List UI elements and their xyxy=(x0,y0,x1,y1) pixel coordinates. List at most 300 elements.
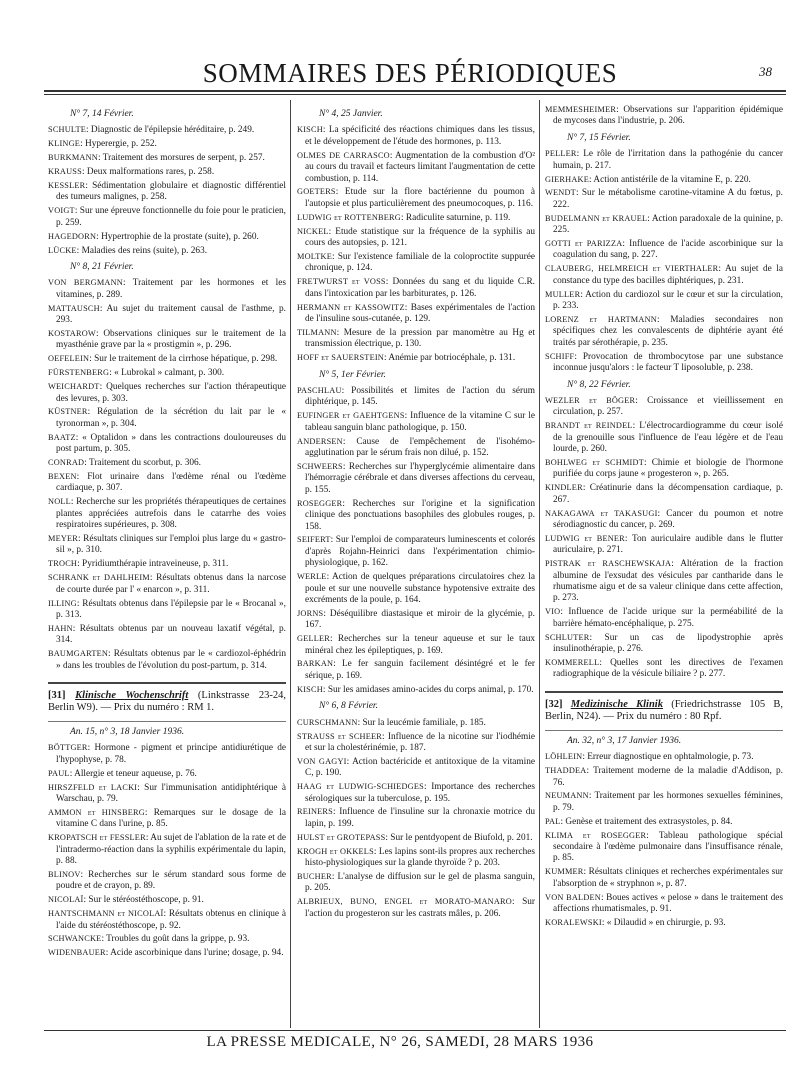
journal-title: Klinische Wochenschrift xyxy=(75,689,189,701)
article-entry xyxy=(48,869,286,893)
article-author: KOSTAROW xyxy=(48,329,96,338)
article-text: : La spécificité des réactions chimiques dans les tissus, et le développement de l'étude des hormones, p. 113. xyxy=(305,125,535,147)
article-text: : Flot urinaire dans l'œdème rénal ou l'œdème cardiaque, p. 307. xyxy=(56,471,286,494)
article-author: GIERHAKE xyxy=(545,174,589,184)
issue-heading: N° 8, 21 Février. xyxy=(70,261,134,272)
article-entry xyxy=(48,471,286,495)
article-author: ANDERSEN xyxy=(297,436,343,446)
footer-text: LA PRESSE MEDICALE, N° 26, SAMEDI, 28 MARS 1936 xyxy=(206,1034,594,1050)
column-divider xyxy=(539,100,540,1028)
article-text: : Les lapins sont-ils propres aux recherches histo-physiologiques sur la glande thyroïde ? p. 203. xyxy=(305,846,535,869)
article-entry xyxy=(297,150,535,185)
article-text: : Données du sang et du liquide C.R. dans l'intoxication par les barbiturates, p. 126. xyxy=(305,277,535,299)
article-entry xyxy=(48,782,286,806)
article-author: KRAUSS xyxy=(48,167,82,177)
article-author: SCHIFF xyxy=(545,351,575,361)
article-author: NOLL xyxy=(48,497,71,507)
article-entry xyxy=(48,303,286,327)
article-text: : Traitement du scorbut, p. 306. xyxy=(84,458,201,469)
column-3 xyxy=(545,104,783,1024)
article-author: PAL xyxy=(545,816,561,826)
article-entry xyxy=(297,684,535,696)
article-text: : Recherches sur l'hyperglycémie alimentaire dans l'hémorragie cérébrale et dans diverses affections du cerveau, p. 155. xyxy=(305,461,535,495)
article-entry xyxy=(545,917,783,929)
article-entry xyxy=(48,205,286,229)
article-author: NICKEL xyxy=(297,226,329,236)
article-author: LORENZ et HARTMANN xyxy=(545,315,657,324)
article-author: BRANDT et REINDEL xyxy=(545,421,633,431)
article-entry xyxy=(297,896,535,920)
article-text: : Possibilités et limites de l'action du sérum diphtérique, p. 145. xyxy=(305,386,535,408)
article-text: : Sur le stéréostéthoscope, p. 91. xyxy=(83,895,204,906)
article-entry xyxy=(545,632,783,656)
article-entry xyxy=(545,263,783,287)
article-author: HULST et GROTEPASS xyxy=(297,832,386,842)
article-text: : Influence de la nicotine sur l'iodhémie et sur la cholestérinémie, p. 187. xyxy=(305,731,535,753)
article-text: : « Optalidon » dans les contractions douloureuses du post partum, p. 305. xyxy=(56,432,286,455)
article-author: HIRSZFELD et LACKI xyxy=(48,782,138,792)
footer-rule xyxy=(44,1030,786,1031)
article-text: : Sur l'emploi de comparateurs luminescents et colorés d'après Rojahn-Heinrici dans l'expérimentation chimio-physiologique, p. 162. xyxy=(305,535,535,569)
article-entry xyxy=(297,534,535,569)
journal-rule xyxy=(545,730,783,731)
article-author: VIO xyxy=(545,607,561,617)
article-entry xyxy=(297,658,535,682)
article-entry xyxy=(297,608,535,632)
article-entry xyxy=(545,482,783,506)
column-divider xyxy=(290,100,291,1028)
article-author: LÖHLEIN xyxy=(545,752,583,762)
article-author: MOLTKE xyxy=(297,251,333,261)
article-author: KISCH xyxy=(297,684,323,694)
article-text: : Importance des recherches sérologiques sur la tuberculose, p. 195. xyxy=(305,782,535,804)
article-text: : Action du cardiozol sur le cœur et sur la circulation, p. 233. xyxy=(553,289,783,312)
article-entry xyxy=(297,781,535,805)
article-text: : Quelques recherches sur l'action thérapeutique des levures, p. 303. xyxy=(56,382,286,404)
article-author: PAUL xyxy=(48,768,70,778)
article-author: WENDT xyxy=(545,188,576,198)
journal-block xyxy=(545,691,783,731)
article-entry xyxy=(297,571,535,606)
article-text: : Sur les amidases amino-acides du corps animal, p. 170. xyxy=(322,684,534,695)
article-author: WIDENBAUER xyxy=(48,948,106,958)
article-author: ALBRIEUX, BUNO, ENGEL et MORATO-MANARO xyxy=(297,897,512,907)
article-entry xyxy=(545,238,783,262)
article-text: : Diagnostic de l'épilepsie héréditaire, p. 249. xyxy=(85,125,255,136)
article-text: : Influence de l'acide urique sur la perméabilité de la barrière hémato-encéphalique, p. 275. xyxy=(553,607,783,629)
article-entry xyxy=(545,816,783,828)
article-entry xyxy=(48,152,286,164)
article-text: : Boues actives « pelose » dans le traitement des affections rhumatismales, p. 91. xyxy=(553,892,783,915)
article-text: : Créatinurie dans la décompensation cardiaque, p. 267. xyxy=(553,483,783,505)
article-author: TILMANN xyxy=(297,327,337,337)
article-text: : Influence de l'insuline sur la chronaxie motrice du lapin, p. 199. xyxy=(305,807,535,829)
article-author: SCHLUTER xyxy=(545,632,590,642)
article-text: : « Dilaudid » en chirurgie, p. 93. xyxy=(601,917,726,928)
article-author: KISCH xyxy=(297,125,323,135)
article-text: : Sur le pentdyopent de Biufold, p. 201. xyxy=(385,832,533,843)
article-text: : Quelles sont les directives de l'examen radiographique de la vésicule biliaire ? p. 277. xyxy=(553,657,783,680)
article-author: KESSLER xyxy=(48,181,86,191)
article-author: HAGEDORN xyxy=(48,231,97,241)
article-entry xyxy=(545,765,783,789)
article-author: GOETERS xyxy=(297,187,336,197)
article-author: KROPATSCH et FESSLER xyxy=(48,833,146,843)
article-entry xyxy=(48,231,286,243)
article-author: REINERS xyxy=(297,807,333,817)
article-author: FRETWURST et VOSS xyxy=(297,277,386,287)
article-entry xyxy=(545,187,783,211)
article-text: : Influence de l'acide ascorbinique sur la coagulation du sang, p. 227. xyxy=(553,239,783,261)
article-text: : Sur une épreuve fonctionnelle du foie pour le praticien, p. 259. xyxy=(56,206,286,228)
article-entry xyxy=(545,830,783,865)
article-entry xyxy=(545,213,783,237)
article-text: : Altération de la fraction albumine de l'exsudat des vésicules par cantharide dans le rhumatisme aigu et de sa valeur clinique dans cette affection, p. 273. xyxy=(553,559,783,604)
issue-heading: An. 15, n° 3, 18 Janvier 1936. xyxy=(70,726,185,737)
article-entry xyxy=(297,251,535,275)
article-text: : Ton auriculaire audible dans le flutter auriculaire, p. 271. xyxy=(553,533,783,556)
journal-number: [32] xyxy=(545,698,563,710)
article-author: HOFF et SAUERSTEIN xyxy=(297,353,384,363)
article-author: PISTRAK et RASCHEWSKAJA xyxy=(545,559,672,569)
article-entry xyxy=(48,894,286,906)
column-2 xyxy=(297,104,535,1024)
article-author: NICOLAÏ xyxy=(48,895,84,905)
article-author: STRAUSS et SCHEER xyxy=(297,731,383,741)
article-entry xyxy=(48,572,286,596)
article-entry xyxy=(545,314,783,349)
article-entry xyxy=(297,352,535,364)
article-entry xyxy=(48,432,286,456)
article-text: : Genèse et traitement des extrasystoles, p. 84. xyxy=(560,816,733,827)
article-entry xyxy=(48,832,286,867)
article-author: WERLE xyxy=(297,572,327,582)
article-entry xyxy=(48,457,286,469)
article-text: : Hypertrophie de la prostate (suite), p. 260. xyxy=(96,231,259,242)
article-text: : L'analyse de diffusion sur le gel de plasma sanguin, p. 205. xyxy=(305,871,535,894)
article-text: : Résultats obtenus par le « cardiozol-éphédrin » dans les troubles de l'évolution du post-partum, p. 314. xyxy=(56,649,286,671)
article-author: KORALEWSKI xyxy=(545,917,602,927)
article-entry xyxy=(297,327,535,351)
article-text: : Troubles du goût dans la grippe, p. 93. xyxy=(101,934,250,945)
article-entry xyxy=(545,457,783,481)
article-entry xyxy=(297,832,535,844)
article-entry xyxy=(48,353,286,365)
article-entry xyxy=(545,751,783,763)
article-text: : Hormone - pigment et principe antidiurétique de l'hypophyse, p. 78. xyxy=(56,743,286,765)
article-text: : Sur l'existence familiale de la coloproctite suppurée chronique, p. 124. xyxy=(305,251,535,274)
article-text: : Observations sur l'apparition épidémique de mycoses dans l'industrie, p. 206. xyxy=(553,105,783,127)
article-author: ROSEGGER xyxy=(297,498,343,508)
article-author: MEMMESHEIMER xyxy=(545,105,617,114)
article-text: : Action bactéricide et antitoxique de la vitamine C, p. 190. xyxy=(305,756,535,779)
article-text: : Action antistérile de la vitamine E, p. 220. xyxy=(589,174,751,185)
article-author: EUFINGER et GAEHTGENS xyxy=(297,411,405,421)
article-author: KÜSTNER xyxy=(48,407,88,417)
article-author: VOIGT xyxy=(48,206,75,216)
article-author: HAHN xyxy=(48,623,73,633)
article-author: SCHULTE xyxy=(48,125,86,135)
article-text: : Etude sur la flore bactérienne du poumon à l'autopsie et plus particulièrement des pneumocoques, p. 116. xyxy=(305,187,535,209)
journal-number: [31] xyxy=(48,689,66,701)
article-entry xyxy=(48,381,286,405)
article-author: MULLER xyxy=(545,289,581,299)
article-text: : Traitement des morsures de serpent, p. 257. xyxy=(98,153,265,164)
article-author: VON BERGMANN xyxy=(48,278,123,288)
article-author: LÜCKE xyxy=(48,245,77,255)
article-text: : Remarques sur le dosage de la vitamine C dans l'urine, p. 85. xyxy=(56,807,286,830)
article-author: MATTAUSCH xyxy=(48,303,100,313)
article-entry xyxy=(48,496,286,531)
article-text: : Anémie par botriocéphale, p. 131. xyxy=(384,353,516,364)
column-1 xyxy=(48,104,286,1024)
article-text: : Influence de la vitamine C sur le tableau sanguin blanc pathologique, p. 150. xyxy=(305,411,535,433)
article-text: : Chimie et biologie de l'hormone purifiée du corps jaune « progesteron », p. 265. xyxy=(553,457,783,480)
article-text: : Deux malformations rares, p. 258. xyxy=(81,167,215,178)
article-entry xyxy=(297,212,535,224)
article-text: : Régulation de la sécrétion du lait par le « tyronorman », p. 304. xyxy=(56,407,286,429)
article-author: PELLER xyxy=(545,149,577,159)
article-author: BLINOV xyxy=(48,869,81,879)
article-entry xyxy=(297,498,535,533)
article-author: BÖTTGER xyxy=(48,743,88,753)
article-text: : Résultats obtenus en clinique à l'aide du stéréostéthoscope, p. 92. xyxy=(56,909,286,931)
issue-heading: An. 32, n° 3, 17 Janvier 1936. xyxy=(567,735,682,746)
article-entry xyxy=(545,508,783,532)
article-text: : Au sujet de la constance du type des bacilles diphtériques, p. 231. xyxy=(553,264,783,286)
article-text: : Résultats cliniques sur l'emploi plus large du « gastro-sil », p. 310. xyxy=(56,534,286,556)
article-entry xyxy=(48,367,286,379)
article-author: KUMMER xyxy=(545,867,584,877)
article-text: : Recherches sur le sérum standard sous forme de poudre et de crayon, p. 89. xyxy=(56,869,286,892)
article-text: : Sur l'immunisation antidiphtérique à Warschau, p. 79. xyxy=(56,782,286,804)
article-author: TROCH xyxy=(48,559,78,569)
article-entry xyxy=(48,807,286,831)
article-text: : Etude statistique sur la fréquence de la syphilis au cours des autopsies, p. 121. xyxy=(305,226,535,249)
article-author: BARKAN xyxy=(297,659,334,669)
article-text: : Action paradoxale de la quinine, p. 225. xyxy=(553,213,783,236)
article-text: : Tableau pathologique spécial secondaire à l'œdème pulmonaire dans l'insuffisance rénale, p. 85. xyxy=(553,830,783,864)
article-author: HANTSCHMANN et NICOLAÏ xyxy=(48,909,164,919)
article-entry xyxy=(48,742,286,766)
article-author: KROGH et OKKELS xyxy=(297,846,374,856)
journal-block xyxy=(48,682,286,722)
article-entry xyxy=(48,328,286,352)
issue-heading: N° 7, 15 Février. xyxy=(567,132,631,143)
article-author: AMMON et HINSBERG xyxy=(48,807,145,817)
article-author: THADDEA xyxy=(545,766,587,776)
journal-heading xyxy=(48,690,286,715)
article-entry xyxy=(297,186,535,210)
article-author: MEYER xyxy=(48,534,79,543)
article-author: CURSCHMANN xyxy=(297,717,358,727)
article-author: VON GAGYI xyxy=(297,756,347,766)
article-entry xyxy=(48,245,286,257)
article-text: : Sur la leucémie familiale, p. 185. xyxy=(357,717,486,728)
article-entry xyxy=(545,790,783,814)
article-text: : Action de quelques préparations circulatoires chez la poule et sur une nouvelle substance hypotensive extraite des excréments de la poule, p. 164. xyxy=(305,572,535,605)
journal-heading xyxy=(545,699,783,724)
article-author: SCHWEERS xyxy=(297,461,343,471)
article-text: : Le rôle de l'irritation dans la pathogénie du cancer humain, p. 217. xyxy=(553,149,783,171)
article-entry xyxy=(297,806,535,830)
article-entry xyxy=(48,124,286,136)
journal-details: (Linkstrasse 23-24, Berlin W9). — Prix du numéro : RM 1. xyxy=(48,689,286,714)
article-text: : Résultats obtenus par un nouveau laxatif végétal, p. 314. xyxy=(56,623,286,646)
issue-heading: N° 5, 1er Février. xyxy=(319,369,386,380)
article-text: : Pyridiumthérapie intraveineuse, p. 311. xyxy=(77,559,229,570)
header-rule-thin xyxy=(44,94,786,95)
article-text: : Maladies secondaires non spécifiques chez les convalescents de diphtérie ayant été traités par sérothérapie, p. 235. xyxy=(553,315,783,348)
article-entry xyxy=(297,410,535,434)
article-entry xyxy=(297,756,535,780)
article-entry xyxy=(545,289,783,313)
article-text: : Recherches sur la teneur aqueuse et sur le taux minéral chez les épileptiques, p. 169. xyxy=(305,634,535,656)
article-entry xyxy=(48,406,286,430)
article-author: GOTTI et PARIZZA xyxy=(545,239,623,249)
article-text: : Résultats obtenus dans l'épilepsie par le « Brocanal », p. 313. xyxy=(56,598,286,620)
article-author: HERMANN et KASSOWITZ xyxy=(297,302,405,312)
article-entry xyxy=(545,558,783,605)
article-author: CLAUBERG, HELMREICH et VIERTHALER xyxy=(545,264,719,274)
article-entry xyxy=(48,598,286,622)
issue-heading: N° 8, 22 Février. xyxy=(567,379,631,390)
page-number: 38 xyxy=(759,64,772,79)
journal-rule xyxy=(48,721,286,722)
article-entry xyxy=(48,648,286,672)
article-entry xyxy=(297,871,535,895)
article-text: : Cause de l'empêchement de l'isohémo-agglutination par le sérum frais non dilué, p. 152. xyxy=(305,436,535,459)
article-author: GELLER xyxy=(297,634,330,644)
article-author: BUCHER xyxy=(297,871,332,881)
article-author: SCHRANK et DAHLHEIM xyxy=(48,573,150,583)
article-entry xyxy=(48,277,286,301)
article-author: VON BALDEN xyxy=(545,892,601,902)
article-author: ILLING xyxy=(48,598,77,608)
article-entry xyxy=(297,385,535,409)
article-entry xyxy=(48,166,286,178)
article-author: OEFELEIN xyxy=(48,354,90,364)
article-entry xyxy=(297,461,535,496)
article-author: BEXEN xyxy=(48,471,77,481)
article-author: BURKMANN xyxy=(48,153,99,163)
article-text: : L'électrocardiogramme du cœur isolé de la grenouille sous l'influence de l'eau légère et de l'eau lourde, p. 260. xyxy=(553,421,783,455)
article-text: : Bases expérimentales de l'action de l'insuline sous-cutanée, p. 129. xyxy=(305,302,535,324)
article-author: JORNS xyxy=(297,608,324,618)
article-entry xyxy=(545,533,783,557)
article-author: KINDLER xyxy=(545,483,583,493)
article-entry xyxy=(48,908,286,932)
journal-title: Medizinische Klinik xyxy=(570,698,663,710)
article-text: : Provocation de thrombocytose par une substance inconnue jusqu'alors : le facteur T liposoluble, p. 238. xyxy=(553,351,783,374)
article-author: NAKAGAWA et TAKASUGI xyxy=(545,508,658,518)
issue-heading: N° 7, 14 Février. xyxy=(70,109,134,119)
article-entry xyxy=(48,138,286,150)
article-entry xyxy=(545,657,783,681)
article-author: BAUMGARTEN xyxy=(48,649,109,659)
article-text: : Au sujet du traitement causal de l'asthme, p. 293. xyxy=(56,303,286,326)
article-text: : Sur le métabolisme carotine-vitamine A du fœtus, p. 222. xyxy=(553,188,783,210)
article-entry xyxy=(48,768,286,780)
issue-heading: N° 6, 8 Février. xyxy=(319,701,378,712)
article-author: BOHLWEG et SCHMIDT xyxy=(545,457,644,467)
article-author: FÜRSTENBERG xyxy=(48,368,110,378)
article-text: : Déséquilibre diastasique et miroir de la glycémie, p. 167. xyxy=(305,608,535,631)
article-entry xyxy=(297,124,535,148)
article-text: : Croissance et vieillissement en circulation, p. 257. xyxy=(553,395,783,418)
article-entry xyxy=(297,633,535,657)
article-text: : Résultats obtenus dans la narcose de courte durée par l' « enarcon », p. 311. xyxy=(56,573,286,595)
article-entry xyxy=(48,623,286,647)
page-header xyxy=(40,52,780,92)
article-text: : Au sujet de l'ablation de la rate et de l'intradermo-réaction dans la syphilis expérimentale du lapin, p. 88. xyxy=(56,833,286,867)
article-author: KOMMERELL xyxy=(545,657,600,667)
article-text: : Sur l'action du progesteron sur les castrats mâles, p. 206. xyxy=(305,897,535,919)
article-entry xyxy=(297,276,535,300)
article-author: HAAG et LUDWIG-SCHIEDGES xyxy=(297,782,424,792)
article-text: : Le fer sanguin facilement désintégré et le fer sérique, p. 169. xyxy=(305,659,535,681)
header-rule xyxy=(44,90,786,92)
article-entry xyxy=(545,420,783,455)
article-author: KLINGE xyxy=(48,139,81,149)
article-text: : Augmentation de la combustion d'O² au cours du travail et facteurs limitant l'augmentation de cette combustion, p. 114. xyxy=(305,150,535,184)
article-text: : Maladies des reins (suite), p. 263. xyxy=(76,245,208,256)
issue-heading: N° 4, 25 Janvier. xyxy=(319,109,383,119)
article-entry xyxy=(545,104,783,128)
article-author: SEIFERT xyxy=(297,535,331,545)
article-entry xyxy=(545,148,783,172)
article-text: : Sur un cas de lipodystrophie après insulinothérapie, p. 276. xyxy=(553,632,783,655)
article-author: BAATZ xyxy=(48,432,76,442)
article-text: : Recherche sur les propriétés thérapeutiques de certaines plantes appréciées autrefois dans le catarrhe des voies respiratoires supérieures, p. 308. xyxy=(56,497,286,531)
article-entry xyxy=(297,436,535,460)
article-text: : Sédimentation globulaire et diagnostic différentiel des tumeurs malignes, p. 258. xyxy=(56,181,286,203)
article-author: CONRAD xyxy=(48,458,85,468)
article-text: : Traitement par les hormones et les vitamines, p. 289. xyxy=(56,278,286,300)
article-entry xyxy=(297,302,535,326)
article-text: : Allergie et teneur aqueuse, p. 76. xyxy=(69,768,197,779)
page-title: SOMMAIRES DES PÉRIODIQUES xyxy=(202,58,618,88)
article-text: : Traitement moderne de la maladie d'Addison, p. 76. xyxy=(553,766,783,788)
journal-details: (Friedrichstrasse 105 B, Berlin, N24). — Prix du numéro : 80 Rpf. xyxy=(545,698,783,723)
article-entry xyxy=(297,226,535,250)
article-author: KLIMA et ROSEGGER xyxy=(545,830,647,840)
article-entry xyxy=(545,892,783,916)
article-entry xyxy=(48,533,286,557)
article-entry xyxy=(297,731,535,755)
article-entry xyxy=(48,180,286,204)
article-author: BUDELMANN et KRAUEL xyxy=(545,213,648,223)
article-text: : Recherches sur l'origine et la signification clinique des ponctuations basophiles des globules rouges, p. 158. xyxy=(305,498,535,532)
article-author: WEICHARDT xyxy=(48,382,100,392)
article-text: : Mesure de la pression par manomètre au Hg et transmission électrique, p. 130. xyxy=(305,327,535,350)
article-author: LUDWIG et BENER xyxy=(545,533,625,543)
article-entry xyxy=(48,933,286,945)
article-entry xyxy=(545,866,783,890)
article-entry xyxy=(297,717,535,729)
article-entry xyxy=(545,395,783,419)
article-author: SCHWANCKE xyxy=(48,934,102,944)
article-entry xyxy=(48,947,286,959)
article-entry xyxy=(545,606,783,630)
article-text: : Résultats cliniques et recherches expérimentales sur l'absorption de « stryphnon », p. 87. xyxy=(553,867,783,889)
article-text: : Acide ascorbinique dans l'urine; dosage, p. 94. xyxy=(105,948,284,959)
article-entry xyxy=(297,846,535,870)
article-text: : Observations cliniques sur le traitement de la myasthénie grave par la « prostigmin », p. 296. xyxy=(56,329,286,351)
article-text: : Traitement par les hormones sexuelles féminines, p. 79. xyxy=(553,791,783,813)
article-text: : Hyperergie, p. 252. xyxy=(80,139,157,150)
article-text: : Sur le traitement de la cirrhose hépatique, p. 298. xyxy=(89,354,278,365)
